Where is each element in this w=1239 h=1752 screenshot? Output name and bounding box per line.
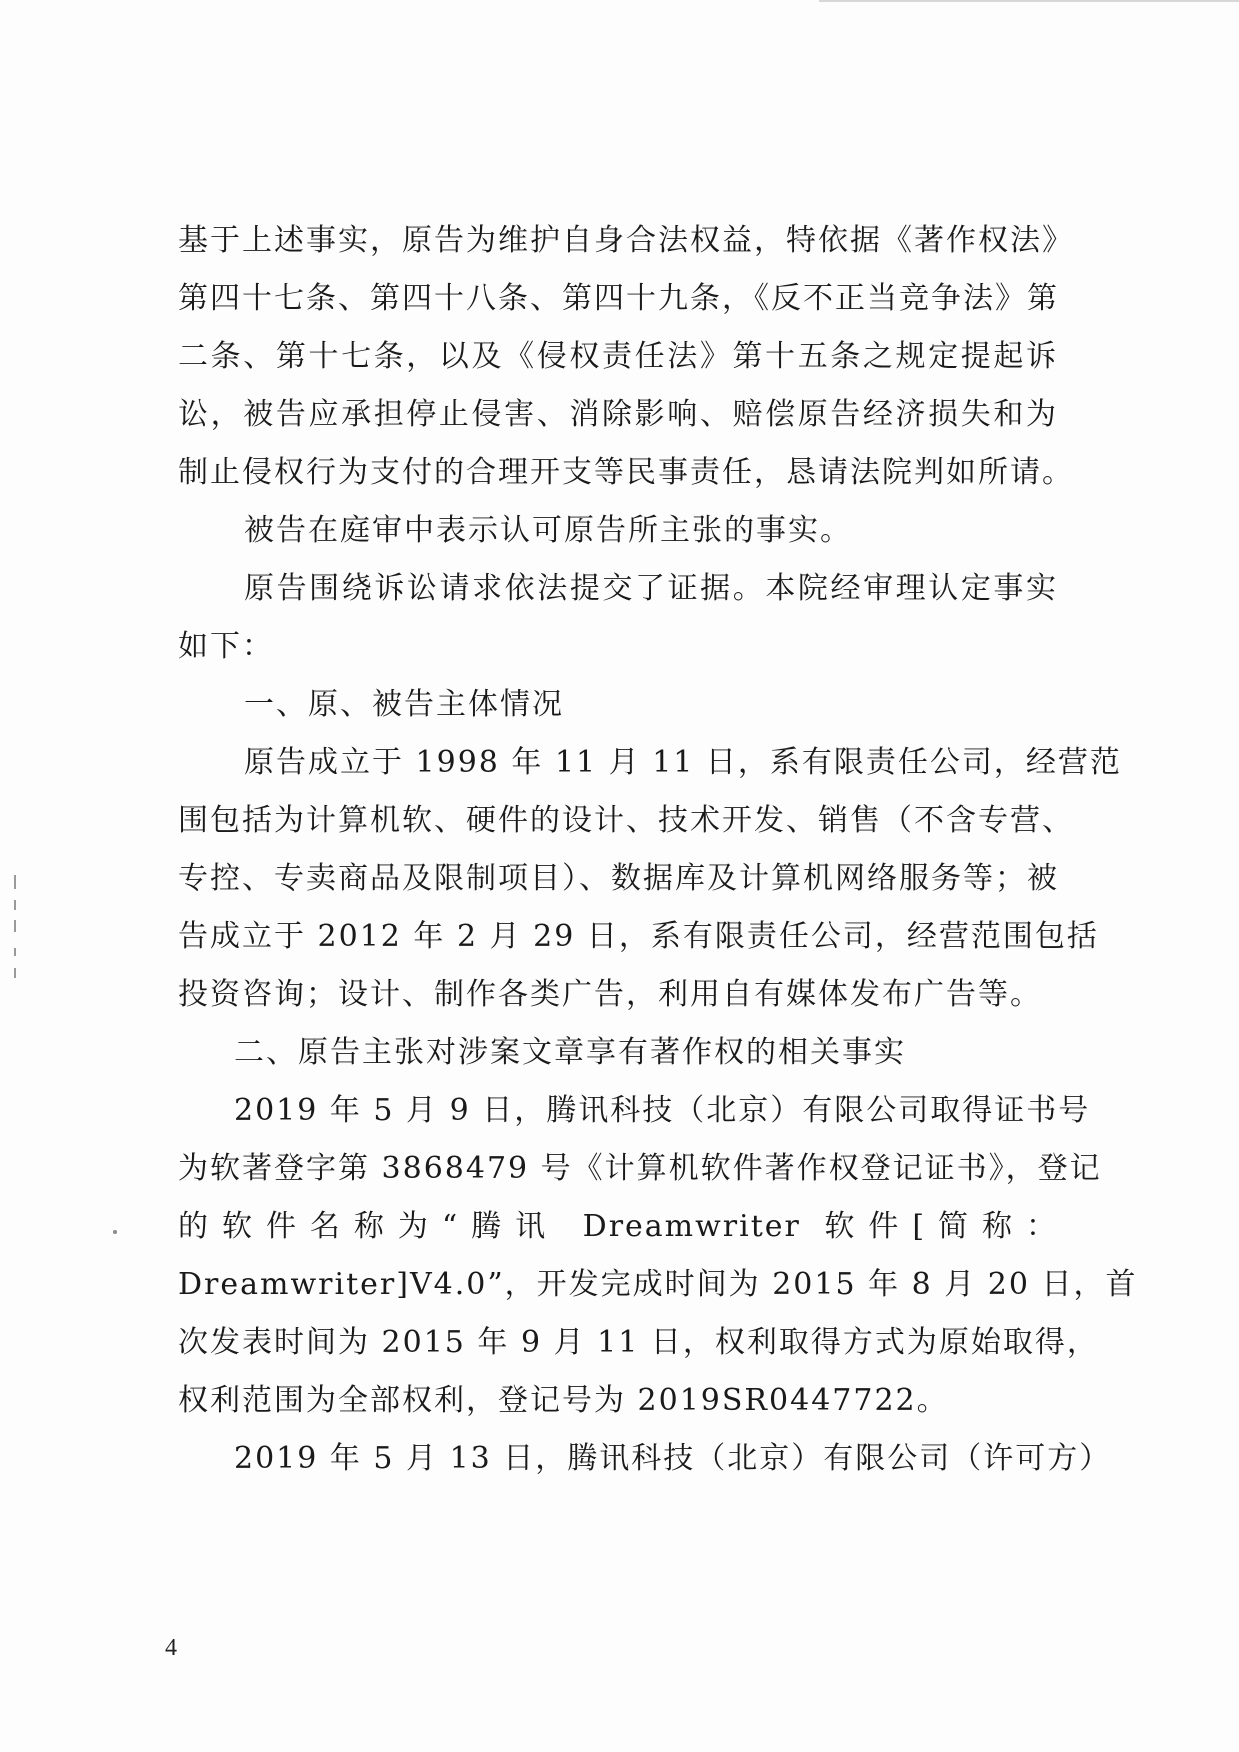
text-line: 的软件名称为“腾讯 Dreamwriter 软件[简称： bbox=[178, 1209, 1058, 1244]
text-line: 制止侵权行为支付的合理开支等民事责任，恳请法院判如所请。 bbox=[178, 455, 1074, 490]
text-line: Dreamwriter]V4.0”，开发完成时间为 2015 年 8 月 20 日，首 bbox=[178, 1267, 1138, 1302]
text-line: 被告在庭审中表示认可原告所主张的事实。 bbox=[244, 513, 852, 548]
margin-mark bbox=[14, 968, 16, 978]
margin-mark bbox=[14, 900, 16, 910]
speck bbox=[113, 1230, 117, 1234]
text-line: 专控、专卖商品及限制项目）、数据库及计算机网络服务等；被 bbox=[178, 861, 1059, 896]
text-line: 原告围绕诉讼请求依法提交了证据。本院经审理认定事实 bbox=[244, 571, 1058, 606]
section-heading: 二、原告主张对涉案文章享有著作权的相关事实 bbox=[234, 1035, 906, 1070]
page-number: 4 bbox=[165, 1635, 177, 1661]
margin-mark bbox=[14, 948, 16, 956]
margin-mark bbox=[14, 920, 16, 932]
text-line: 2019 年 5 月 9 日，腾讯科技（北京）有限公司取得证书号 bbox=[234, 1093, 1091, 1128]
text-line: 基于上述事实，原告为维护自身合法权益，特依据《著作权法》 bbox=[178, 223, 1074, 258]
margin-mark bbox=[14, 875, 16, 889]
text-line: 为软著登字第 3868479 号《计算机软件著作权登记证书》，登记 bbox=[178, 1151, 1102, 1186]
scan-edge bbox=[819, 0, 1239, 8]
text-line: 原告成立于 1998 年 11 月 11 日，系有限责任公司，经营范 bbox=[244, 745, 1122, 780]
text-line: 投资咨询；设计、制作各类广告，利用自有媒体发布广告等。 bbox=[178, 977, 1042, 1012]
text-line: 第四十七条、第四十八条、第四十九条，《反不正当竞争法》第 bbox=[178, 281, 1059, 316]
text-line: 围包括为计算机软、硬件的设计、技术开发、销售（不含专营、 bbox=[178, 803, 1074, 838]
text-line: 讼，被告应承担停止侵害、消除影响、赔偿原告经济损失和为 bbox=[178, 397, 1058, 432]
text-line: 二条、第十七条，以及《侵权责任法》第十五条之规定提起诉 bbox=[178, 339, 1058, 374]
text-line: 如下： bbox=[178, 629, 274, 664]
section-heading: 一、原、被告主体情况 bbox=[244, 687, 564, 722]
text-line: 告成立于 2012 年 2 月 29 日，系有限责任公司，经营范围包括 bbox=[178, 919, 1099, 954]
text-line: 权利范围为全部权利，登记号为 2019SR0447722。 bbox=[178, 1383, 949, 1418]
text-line: 2019 年 5 月 13 日，腾讯科技（北京）有限公司（许可方） bbox=[234, 1441, 1112, 1476]
body-text bbox=[178, 212, 1138, 1488]
text-line: 次发表时间为 2015 年 9 月 11 日，权利取得方式为原始取得， bbox=[178, 1325, 1099, 1360]
